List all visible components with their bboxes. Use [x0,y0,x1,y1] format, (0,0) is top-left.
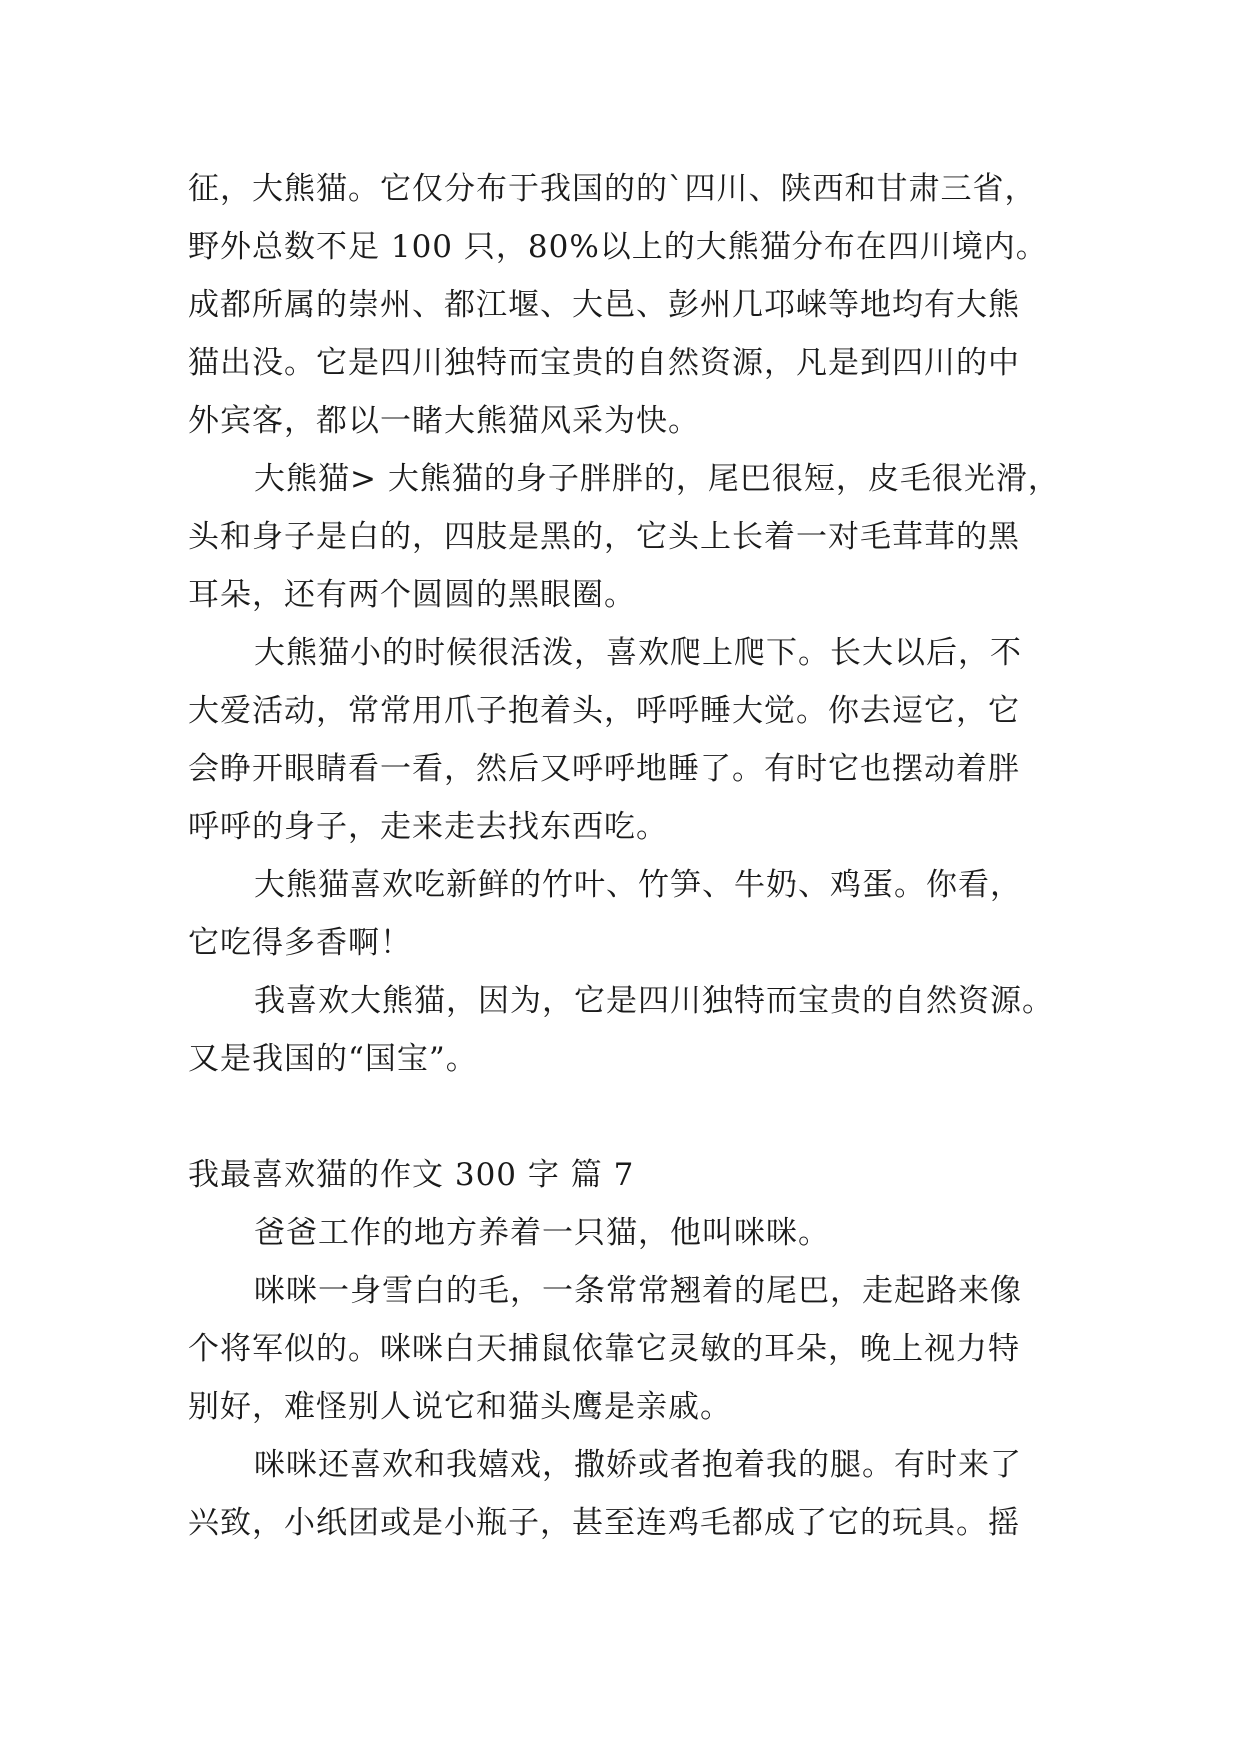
paragraph-line: 征，大熊猫。它仅分布于我国的的`四川、陕西和甘肃三省， [188,171,1037,207]
paragraph-line: 咪咪还喜欢和我嬉戏，撒娇或者抱着我的腿。有时来了 [254,1447,1022,1483]
paragraph-line: 它吃得多香啊！ [188,925,412,961]
paragraph-line: 咪咪一身雪白的毛，一条常常翘着的尾巴，走起路来像 [254,1273,1022,1309]
paragraph-line: 成都所属的崇州、都江堰、大邑、彭州几邛崃等地均有大熊 [188,287,1020,323]
paragraph-line: 大熊猫> 大熊猫的身子胖胖的，尾巴很短，皮毛很光滑， [254,461,1060,497]
paragraph-line: 野外总数不足 100 只，80%以上的大熊猫分布在四川境内。 [188,229,1048,265]
paragraph-line: 兴致，小纸团或是小瓶子，甚至连鸡毛都成了它的玩具。摇 [188,1505,1020,1541]
paragraph-line: 外宾客，都以一睹大熊猫风采为快。 [188,403,700,439]
section-gap [188,1088,1068,1146]
paragraph-line: 别好，难怪别人说它和猫头鹰是亲戚。 [188,1389,732,1425]
paragraph-line: 我喜欢大熊猫，因为，它是四川独特而宝贵的自然资源。 [254,983,1054,1019]
paragraph-line: 大熊猫小的时候很活泼，喜欢爬上爬下。长大以后，不 [254,635,1022,671]
paragraph-line: 头和身子是白的，四肢是黑的，它头上长着一对毛茸茸的黑 [188,519,1020,555]
panda-essay-section [188,160,1068,1088]
paragraph-line: 耳朵，还有两个圆圆的黑眼圈。 [188,577,636,613]
paragraph-line: 呼呼的身子，走来走去找东西吃。 [188,809,668,845]
cat-essay-section [188,1204,1068,1552]
paragraph-line: 又是我国的“国宝”。 [188,1041,478,1077]
paragraph-line: 个将军似的。咪咪白天捕鼠依靠它灵敏的耳朵，晚上视力特 [188,1331,1020,1367]
paragraph-line: 大爱活动，常常用爪子抱着头，呼呼睡大觉。你去逗它，它 [188,693,1020,729]
paragraph-line: 会睁开眼睛看一看，然后又呼呼地睡了。有时它也摆动着胖 [188,751,1020,787]
paragraph-line: 大熊猫喜欢吃新鲜的竹叶、竹笋、牛奶、鸡蛋。你看， [254,867,1022,903]
paragraph-line: 猫出没。它是四川独特而宝贵的自然资源，凡是到四川的中 [188,345,1020,381]
paragraph-line: 爸爸工作的地方养着一只猫，他叫咪咪。 [254,1215,830,1251]
section-heading: 我最喜欢猫的作文 300 字 篇 7 [188,1157,635,1193]
document-body [188,160,1068,1552]
